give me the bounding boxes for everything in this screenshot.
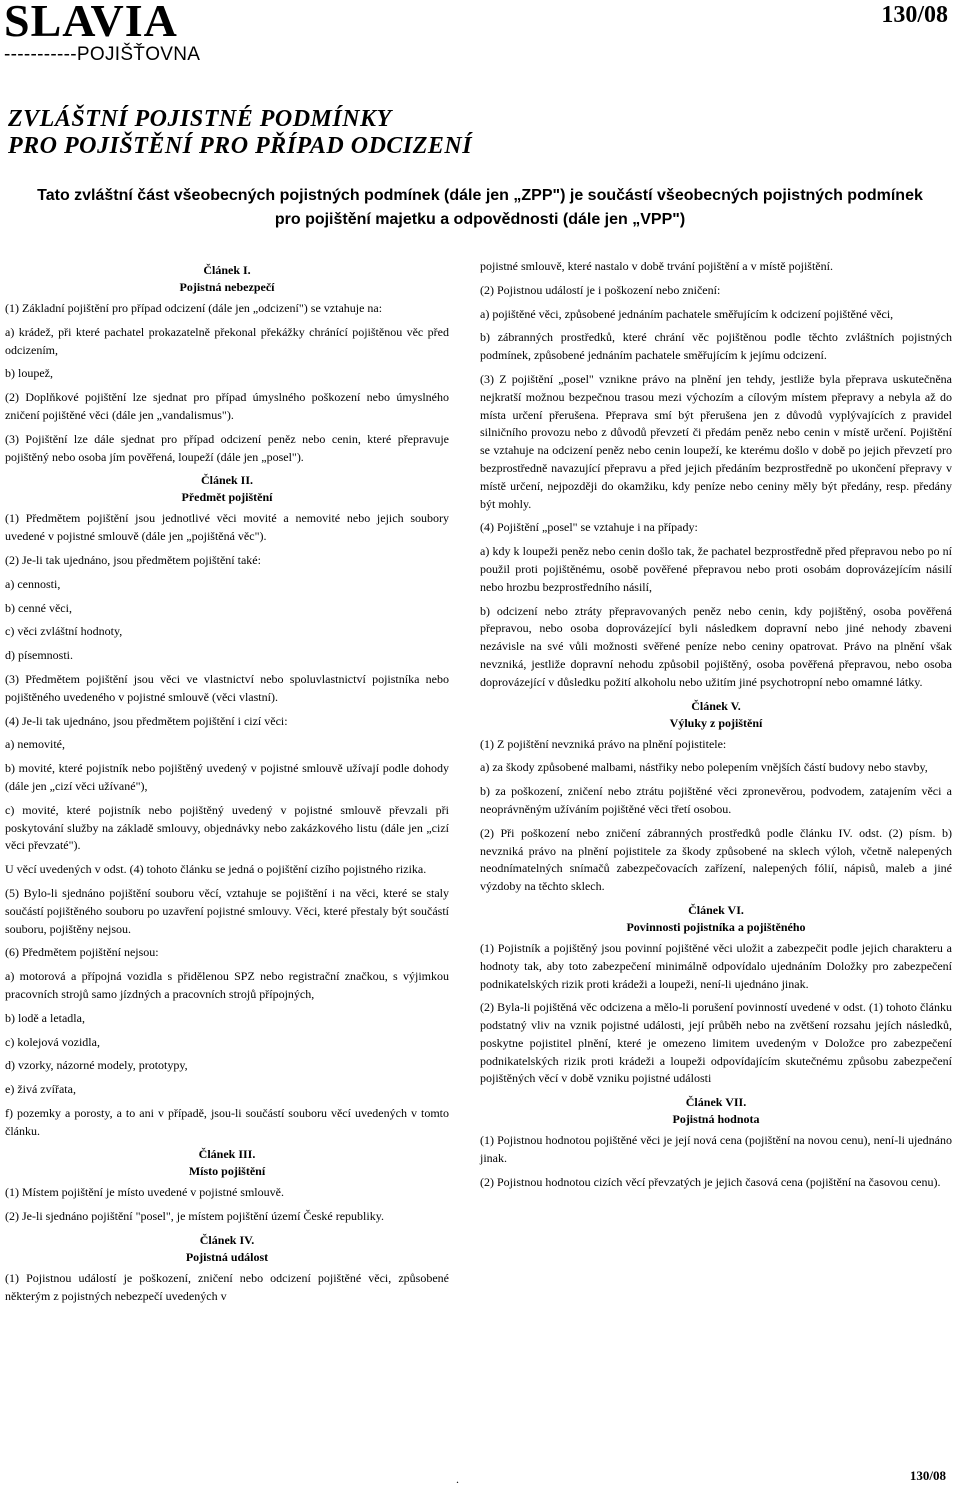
paragraph: f) pozemky a porosty, a to ani v případě, jsou-li součástí souboru věcí uvedených v tomto článku. (5, 1105, 449, 1138)
paragraph: c) movité, které pojistník nebo pojištěný uvedený v pojistné smlouvě převzali při poskytování služby na základě smlouvy, objednávky nebo zakázkového listu (dále jen „cizí věci převzaté"). (5, 802, 449, 853)
footer-dot: . (456, 1472, 459, 1486)
company-logo-subtitle: -----------POJIŠŤOVNA (4, 44, 201, 65)
paragraph: (1) Pojistnou událostí je poškození, zničení nebo odcizení pojištěné věci, způsobené některým z pojistných nebezpečí uvedených v (5, 1271, 449, 1303)
article-heading (480, 698, 952, 732)
paragraph: b) cenné věci, (5, 600, 72, 615)
paragraph: (2) Doplňkové pojištění lze sjednat pro případ úmyslného poškození nebo úmyslného zničení pojištěné věci (dále jen „vandalismus"). (5, 390, 449, 422)
document-title (8, 106, 472, 160)
article-title: Pojistná událost (185, 1250, 269, 1265)
paragraph: (1) Z pojištění nevzniká právo na plnění pojistitele: (480, 736, 727, 751)
paragraph: d) písemnosti. (5, 648, 73, 663)
article-heading (5, 262, 449, 296)
paragraph: a) za škody způsobené malbami, nástřiky nebo polepením vnějších částí budovy nebo stavby, (480, 760, 928, 775)
paragraph: pojistné smlouvě, které nastalo v době trvání pojištění a v místě pojištění. (480, 259, 833, 273)
title-line-2: PRO POJIŠTĚNÍ PRO PŘÍPAD ODCIZENÍ (8, 133, 473, 159)
title-line-1: ZVLÁŠTNÍ POJISTNÉ PODMÍNKY (8, 106, 392, 132)
paragraph: (1) Předmětem pojištění jsou jednotlivé věci movité a nemovité nebo jejich soubory uvedené v pojistné smlouvě (dále jen „pojištěná věc"). (5, 511, 449, 544)
article-title: Předmět pojištění (181, 490, 273, 505)
paragraph: (3) Předmětem pojištění jsou věci ve vlastnictví nebo spoluvlastnictví pojistníka nebo pojištěného uvedeného v pojistné smlouvě (věci vlastní). (5, 671, 449, 704)
paragraph: a) krádež, při které pachatel prokazatelně překonal překážky chránící pojištěnou věc před odcizením, (5, 324, 449, 357)
article-number: Článek II. (200, 473, 253, 488)
paragraph: (3) Pojištění lze dále sjednat pro případ odcizení peněz nebo cenin, které přepravuje pojištěný nebo osoba jím pověřená, loupeží (dále jen „posel"). (5, 431, 449, 464)
paragraph: (6) Předmětem pojištění nejsou: (5, 945, 159, 960)
paragraph: a) kdy k loupeži peněz nebo cenin došlo tak, že pachatel bezprostředně před přepravou nebo po ní použil proti pojištěnému, osobě pověřené přepravou nebo proti osobám doprovázejícím násilí nebo hrozbu bezprostředního násilí, (480, 544, 952, 594)
paragraph: b) zábranných prostředků, které chrání věc pojištěnou podle těchto zvláštních pojistných podmínek, způsobené jednáním pachatele směřujícím k jejímu odcizení. (480, 330, 952, 363)
paragraph: (2) Je-li sjednáno pojištění "posel", je místem pojištění území České republiky. (5, 1209, 384, 1224)
paragraph: b) za poškození, zničení nebo ztrátu pojištěné věci zpronevěrou, podvodem, zatajením věci a neoprávněným užíváním pojištěné věci třetí osobou. (480, 784, 952, 816)
paragraph: a) pojištěné věci, způsobené jednáním pachatele směřujícím k odcizení pojištěné věci, (480, 306, 894, 321)
article-number: Článek I. (203, 263, 251, 277)
article-number: Článek VI. (688, 902, 744, 917)
paragraph: (2) Při poškození nebo zničení zábranných prostředků podle článku IV. odst. (2) písm. b) nevzniká právo na plnění pojistitele za škody způsobené na sklech výloh, včetně nalepených neodnímatelných snímačů zabezpečovacích zařízení, nalepených fólií, nápisů, maleb a jiné výzdoby na těchto sklech. (480, 825, 952, 894)
paragraph: (1) Pojistnou hodnotou pojištěné věci je její nová cena (pojištění na novou cenu), není-li ujednáno jinak. (480, 1133, 952, 1166)
paragraph: c) věci zvláštní hodnoty, (5, 624, 123, 639)
article-title: Pojistná hodnota (672, 1112, 760, 1127)
paragraph: (5) Bylo-li sjednáno pojištění souboru věcí, vztahuje se pojištění i na věci, které se staly součástí pojištěného souboru po uzavření pojistné smlouvy. Věci, které přestaly být součástí souboru, pojištěny nejsou. (5, 885, 449, 936)
paragraph: U věcí uvedených v odst. (4) tohoto článku se jedná o pojištění cizího pojistného rizika. (5, 862, 427, 877)
paragraph: (2) Pojistnou hodnotou cizích věcí převzatých je jejich časová cena (pojištění na časovou cenu). (480, 1174, 941, 1189)
article-heading (480, 1094, 952, 1128)
paragraph: (2) Pojistnou událostí je i poškození nebo zničení: (480, 282, 721, 297)
article-number: Článek V. (691, 698, 741, 713)
article-heading (5, 1146, 449, 1180)
document-number: 130/08 (881, 2, 948, 28)
paragraph: e) živá zvířata, (5, 1082, 76, 1097)
article-heading (5, 472, 449, 506)
paragraph: (3) Z pojištění „posel" vznikne právo na plnění jen tehdy, jestliže byla přeprava uskutečněna nejkratší možnou bezpečnou trasou mezi výchozím a cílovým místem přepravy a nebyla až do místa určení přerušena. Přeprava smí být přerušena jen z důvodů vyplývajících z pravidel silničního provozu nebo z důvodů převzetí či předám peněz nebo cenin v místě určení. Pojištění se vztahuje na odcizení peněz nebo cenin loupeží, ke kterému došlo v době po jejich převzetí pro bezprostředně navazující přepravu a před jejich předáním bezprostředně po ukončení přepravy v místě určení, nejpozději do okamžiku, kdy peníze nebo ceniny měly být předány, resp. předány být mohly. (480, 371, 952, 511)
paragraph: b) movité, které pojistník nebo pojištěný uvedený v pojistné smlouvě užívají podle dohody (dále jen „cizí věci užívané"), (5, 761, 449, 793)
company-logo: SLAVIA (4, 0, 178, 46)
right-column (480, 258, 952, 1198)
article-number: Článek IV. (199, 1233, 255, 1248)
paragraph: c) kolejová vozidla, (5, 1034, 100, 1049)
left-column (5, 258, 449, 1312)
article-title: Výluky z pojištění (669, 715, 763, 730)
paragraph: b) lodě a letadla, (5, 1010, 85, 1025)
paragraph: b) odcizení nebo ztráty přepravovaných peněz nebo cenin, kdy pojištěný, osoba pověřená přepravou, nebo osoba doprovázející byli následkem dopravní nebo jiné nehody zbaveni nezávisle na své vůli možnosti svěřené peníze nebo ceniny opatrovat. Právo na plnění však nevzniká, jestliže dopravní nehodu způsobil pojištěný, osoba pověřená přepravou, nebo osoba doprovázející v důsledku požití alkoholu nebo užitím jiné psychotropní nebo omamné látky. (480, 603, 952, 689)
intro-line-2: pro pojištění majetku a odpovědnosti (dále jen „VPP") (274, 211, 686, 228)
paragraph: a) motorová a přípojná vozidla s přidělenou SPZ nebo registrační značkou, s výjimkou pracovních strojů samo jízdných a pracovních strojů přípojných, (5, 969, 449, 1001)
paragraph: a) cennosti, (5, 576, 61, 591)
article-heading (480, 902, 952, 936)
paragraph: b) loupež, (5, 366, 53, 381)
paragraph: (1) Pojistník a pojištěný jsou povinní pojištěné věci uložit a zabezpečit podle jejich charakteru a hodnoty tak, aby toto zabezpečení minimálně odpovídalo ujednáním Doložky pro zabezpečení podnikatelských rizik proti krádeži a loupeži, není-li ujednáno jinak. (480, 940, 952, 991)
paragraph: (4) Je-li tak ujednáno, jsou předmětem pojištění i cizí věci: (5, 713, 288, 728)
article-number: Článek III. (198, 1147, 256, 1162)
paragraph: (1) Místem pojištění je místo uvedené v pojistné smlouvě. (5, 1185, 284, 1200)
article-number: Článek VII. (685, 1095, 747, 1110)
paragraph: (2) Byla-li pojištěná věc odcizena a mělo-li porušení povinností uvedené v odst. (1) tohoto článku podstatný vliv na vznik pojistné události, její průběh nebo na zvětšení rozsahu jejích následků, poskytne pojistitel plnění, které je omezeno limitem uvedeným v Doložce pro zabezpečení podnikatelských rizik proti krádeži a loupeži odpovídajícím skutečnému způsobu zabezpečení pojištěných věcí v době vzniku pojistné události (480, 1000, 952, 1086)
article-title: Pojistná nebezpečí (179, 280, 275, 294)
paragraph: a) nemovité, (5, 737, 65, 752)
paragraph: (1) Základní pojištění pro případ odcizení (dále jen „odcizení") se vztahuje na: (5, 301, 383, 315)
paragraph: d) vzorky, názorné modely, prototypy, (5, 1058, 188, 1073)
paragraph: (4) Pojištění „posel" se vztahuje i na případy: (480, 520, 698, 535)
footer-page-number: 130/08 (909, 1468, 946, 1483)
article-heading (5, 1232, 449, 1266)
intro-line-1: Tato zvláštní část všeobecných pojistných podmínek (dále jen „ZPP") je součástí všeobecných pojistných podmínek (37, 187, 923, 204)
article-title: Povinnosti pojistníka a pojištěného (626, 919, 806, 934)
article-title: Místo pojištění (188, 1164, 266, 1179)
paragraph: (2) Je-li tak ujednáno, jsou předmětem pojištění také: (5, 552, 261, 567)
intro-statement (20, 184, 940, 232)
